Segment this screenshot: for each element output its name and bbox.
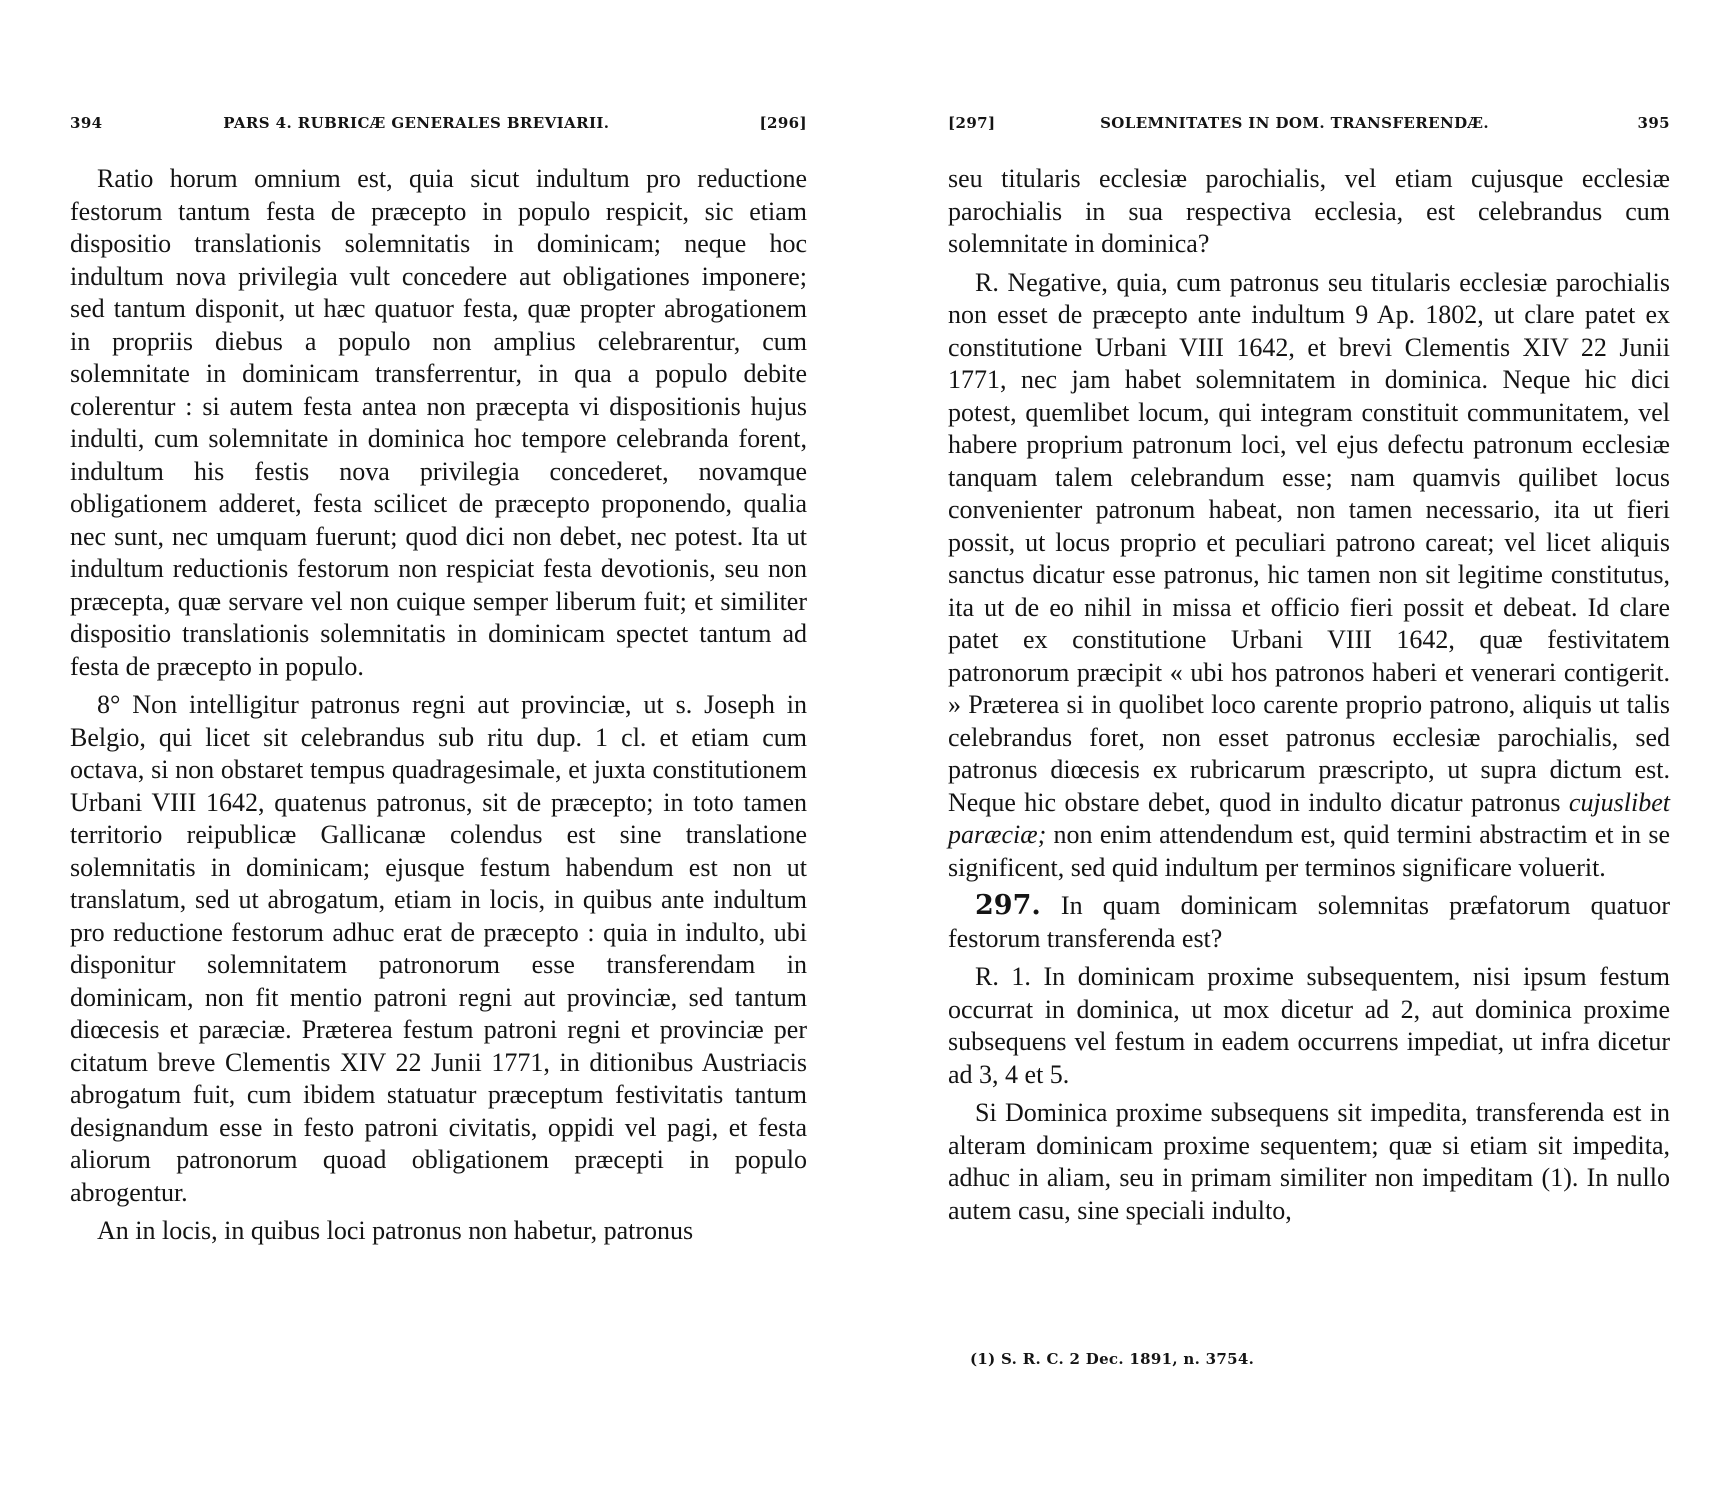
question-text: In quam dominicam solemnitas præfatorum quatuor festorum transferenda est? <box>948 891 1670 953</box>
footnote: (1) S. R. C. 2 Dec. 1891, n. 3754. <box>970 1350 1255 1368</box>
paragraph: Ratio horum omnium est, quia sicut indultum pro reductione festorum tantum festa de præcepto in populo respicit, sic etiam dispositio translationis solemnitatis in dominicam; neque hoc indultum nova privilegia vult concedere aut obligationes imponere; sed tantum disponit, ut hæc quatuor festa, quæ propter abrogationem in propriis diebus a populo non amplius celebrarentur, cum solemnitate in dominicam transferrentur, in qua a populo debite colerentur : si autem festa antea non præcepta vi dispositionis hujus indulti, cum solemnitate in dominica hoc tempore celebranda forent, indultum his festis nova privilegia concederet, novamque obligationem adderet, festa scilicet de præcepto proponendo, qualia nec sunt, nec umquam fuerunt; quod dici non debet, nec potest. Ita ut indultum reductionis festorum non respiciat festa devotionis, seu non præcepta, quæ servare vel non cuique semper liberum fuit; et similiter dispositio translationis solemnitatis in dominicam spectet tantum ad festa de præcepto in populo. <box>70 164 807 681</box>
page-number: 394 <box>70 114 103 132</box>
paragraph <box>948 1097 1670 1227</box>
paragraph-text: non enim attendendum est, quid termini abstractim et in se significent, sed quid indultum per terminos significare voluerit. <box>948 820 1671 882</box>
paragraph: 8° Non intelligitur patronus regni aut provinciæ, ut s. Joseph in Belgio, qui licet sit celebrandus sub ritu dup. 1 cl. et etiam cum octava, si non obstaret tempus quadragesimale, et juxta constitutionem Urbani VIII 1642, quatenus patronus, sit de præcepto; in toto tamen territorio reipublicæ Gallicanæ colendus est sine translatione solemnitatis in dominicam; ejusque festum habendum est non ut translatum, sed ut abrogatum, etiam in locis, in quibus ante indultum pro reductione festorum adhuc erat de præcepto : quia in indulto, ubi disponitur solemnitatem patronorum esse transferendam in dominicam, non fit mentio patroni regni aut provinciæ, sed tantum diœcesis et paræciæ. Præterea festum patroni regni et provinciæ per citatum breve Clementis XIV 22 Junii 1771, in ditionibus Austriacis abrogatum fuit, cum ibidem statuatur præceptum festivitatis tantum designandum esse in festo patroni civitatis, oppidi vel pagi, et festa aliorum patronorum quoad obligationem præcepti in populo abrogentur. <box>70 690 807 1207</box>
paragraph: An in locis, in quibus loci patronus non habetur, patronus <box>97 1216 694 1245</box>
paragraph-text: In nullo autem casu, sine speciali indulto, <box>948 1163 1670 1225</box>
left-page-body <box>70 163 807 1248</box>
right-page-body <box>948 163 1670 1227</box>
section-number: [297] <box>948 114 996 132</box>
running-title: SOLEMNITATES IN DOM. TRANSFERENDÆ. <box>1100 114 1490 132</box>
running-title: PARS 4. RUBRICÆ GENERALES BREVIARII. <box>223 114 610 132</box>
paragraph-text: R. Negative, quia, cum patronus seu titularis ecclesiæ parochialis non esset de præcepto ante indultum 9 Ap. 1802, ut clare patet ex constitutione Urbani VIII 1642, et brevi Clementis XIV 22 Junii 1771, nec jam habet solemnitatem in dominica. Neque hic dici potest, quemlibet locum, qui integram constituit communitatem, vel habere proprium patronum loci, vel ejus defectu patronum ecclesiæ tanquam talem celebrandum esse; nam quamvis quilibet locus convenienter patronum habeat, non tamen necessario, ita ut fieri possit, ut locus proprio et peculiari patrono careat; vel licet aliquis sanctus dicatur esse patronus, hic tamen non sit legitime constitutus, ita ut de eo nihil in missa et officio fieri possit et debeat. Id clare patet ex constitutione Urbani VIII 1642, quæ festivitatem patronorum præcipit « ubi hos patronos haberi et venerari contigerit. » Præterea si in quolibet loco carente proprio patrono, aliquis ut talis celebrandus foret, non esset patronus ecclesiæ parochialis, sed patronus diœcesis ex rubricarum præscripto, ut supra dictum est. Neque hic obstare debet, quod in indulto dicatur patronus <box>948 267 1670 817</box>
footnote-ref: (1). <box>1541 1163 1579 1192</box>
question-paragraph <box>948 890 1670 955</box>
italic-term: cujuslibet paræciæ; <box>948 787 1671 849</box>
paragraph: R. 1. In dominicam proxime subsequentem, nisi ipsum festum occurrat in dominica, ut mox dicetur ad 2, aut dominica proxime subsequens vel festum in eadem occurrens impediat, ut infra dicetur ad 3, 4 et 5. <box>948 962 1670 1089</box>
paragraph: seu titularis ecclesiæ parochialis, vel etiam cujusque ecclesiæ parochialis in sua respectiva ecclesia, est celebrandus cum solemnitate in dominica? <box>948 164 1670 258</box>
page-number: 395 <box>1637 114 1670 132</box>
question-number: 297. <box>975 890 1041 921</box>
paragraph-text: Si Dominica proxime subsequens sit impedita, transferenda est in alteram dominicam proxime sequentem; quæ si etiam sit impedita, adhuc in aliam, seu in primam similiter non impeditam <box>948 1098 1670 1192</box>
running-head <box>70 114 807 138</box>
paragraph <box>948 267 1670 885</box>
running-head <box>948 114 1670 138</box>
section-number: [296] <box>759 114 807 132</box>
